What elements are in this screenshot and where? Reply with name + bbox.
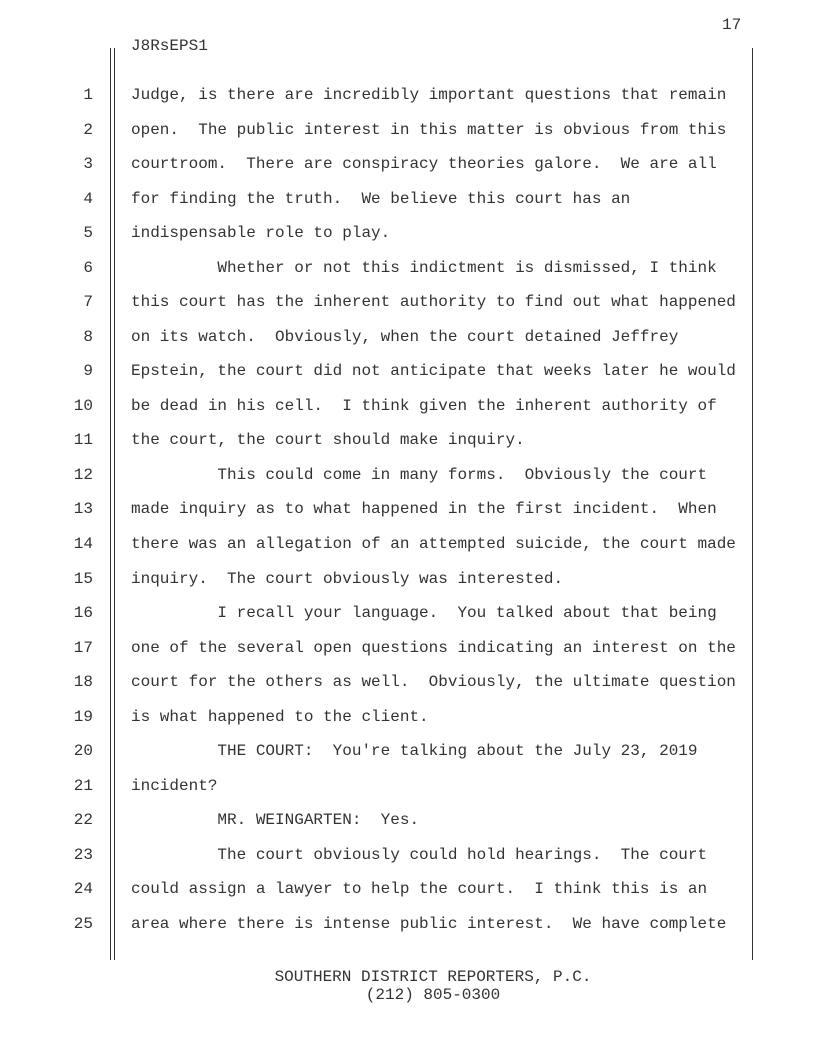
line-number: 23 (73, 845, 93, 864)
transcript-line: indispensable role to play. (131, 224, 391, 243)
transcript-line: area where there is intense public interest. We have complete (131, 914, 727, 933)
transcript-line: could assign a lawyer to help the court. I think this is an (131, 880, 708, 899)
transcript-id: J8RsEPS1 (131, 37, 208, 55)
transcript-line: the court, the court should make inquiry. (131, 431, 525, 450)
line-number: 3 (83, 155, 93, 174)
transcript-line: Epstein, the court did not anticipate that weeks later he would (131, 362, 736, 381)
transcript-line: THE COURT: You're talking about the July 23, 2019 (131, 742, 698, 761)
transcript-line: The court obviously could hold hearings. The court (131, 845, 708, 864)
line-number: 12 (73, 465, 93, 484)
transcript-line: Judge, is there are incredibly important questions that remain (131, 86, 727, 104)
transcript-line: Whether or not this indictment is dismissed, I think (131, 258, 717, 277)
line-number: 4 (83, 189, 93, 208)
line-number: 11 (73, 431, 93, 450)
line-number: 8 (83, 327, 93, 346)
page-number: 17 (722, 16, 742, 34)
transcript-line: on its watch. Obviously, when the court detained Jeffrey (131, 327, 679, 346)
line-number: 14 (73, 535, 93, 554)
line-number: 1 (83, 86, 93, 104)
transcript-line: made inquiry as to what happened in the first incident. When (131, 500, 717, 519)
transcript-line: this court has the inherent authority to find out what happened (131, 293, 736, 312)
line-number: 18 (73, 673, 93, 692)
transcript-line: is what happened to the client. (131, 707, 429, 726)
line-number: 13 (73, 500, 93, 519)
line-number: 17 (73, 638, 93, 657)
transcript-line: open. The public interest in this matter is obvious from this (131, 120, 727, 139)
transcript-line: I recall your language. You talked about that being (131, 604, 717, 623)
footer-reporter: SOUTHERN DISTRICT REPORTERS, P.C. (274, 968, 592, 986)
transcript-line: court for the others as well. Obviously, the ultimate question (131, 673, 736, 692)
transcript-line: inquiry. The court obviously was interested. (131, 569, 564, 588)
line-number: 19 (73, 707, 93, 726)
line-number: 21 (73, 776, 93, 795)
line-number: 20 (73, 742, 93, 761)
footer-phone: (212) 805-0300 (365, 986, 501, 1004)
left-margin-rule (110, 48, 111, 960)
transcript-line: MR. WEINGARTEN: Yes. (131, 811, 420, 830)
line-number: 2 (83, 120, 93, 139)
right-margin-rule (752, 48, 753, 960)
line-number: 7 (83, 293, 93, 312)
line-number: 10 (73, 396, 93, 415)
transcript-line: for finding the truth. We believe this court has an (131, 189, 631, 208)
line-number: 22 (73, 811, 93, 830)
transcript-line: there was an allegation of an attempted suicide, the court made (131, 535, 736, 554)
transcript-line: courtroom. There are conspiracy theories galore. We are all (131, 155, 717, 174)
transcript-line: incident? (131, 776, 218, 795)
line-number: 5 (83, 224, 93, 243)
line-number: 9 (83, 362, 93, 381)
line-number: 15 (73, 569, 93, 588)
transcript-line: This could come in many forms. Obviously the court (131, 465, 708, 484)
line-number: 24 (73, 880, 93, 899)
line-number: 6 (83, 258, 93, 277)
transcript-line: one of the several open questions indicating an interest on the (131, 638, 736, 657)
line-number: 16 (73, 604, 93, 623)
left-margin-rule (114, 48, 115, 960)
line-number: 25 (73, 914, 93, 933)
transcript-line: be dead in his cell. I think given the inherent authority of (131, 396, 717, 415)
